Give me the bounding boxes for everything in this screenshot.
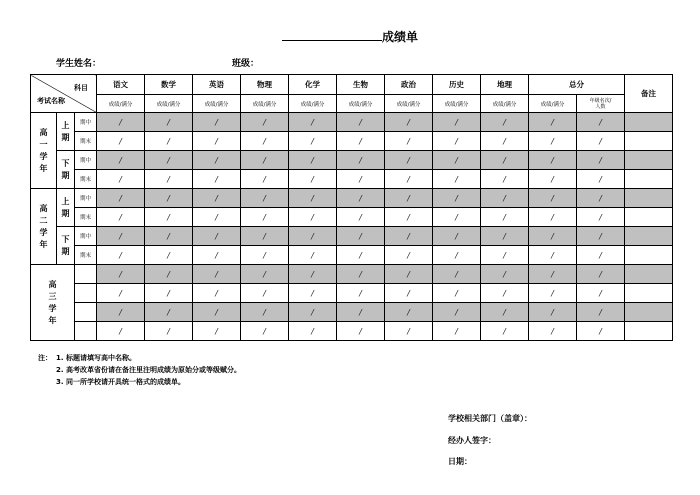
subject-header: 政治 (385, 75, 433, 95)
score-cell[interactable]: / (529, 113, 577, 132)
score-cell[interactable]: / (577, 227, 625, 246)
score-subheader: 成绩/满分 (97, 95, 145, 113)
score-cell[interactable]: / (193, 113, 241, 132)
score-cell[interactable]: / (433, 113, 481, 132)
subject-header: 生物 (337, 75, 385, 95)
score-cell[interactable]: / (385, 322, 433, 341)
diag-subject-label: 科目 (74, 84, 89, 92)
score-cell[interactable]: / (433, 246, 481, 265)
score-cell[interactable]: / (193, 284, 241, 303)
score-cell[interactable]: / (433, 151, 481, 170)
score-cell[interactable]: / (289, 303, 337, 322)
score-cell[interactable]: / (241, 208, 289, 227)
score-cell[interactable]: / (337, 227, 385, 246)
subject-header: 物理 (241, 75, 289, 95)
score-cell[interactable]: / (577, 151, 625, 170)
score-cell[interactable]: / (577, 322, 625, 341)
score-cell[interactable]: / (193, 151, 241, 170)
score-cell[interactable]: / (145, 132, 193, 151)
term-blank (75, 265, 97, 284)
semester-label: 上 期 (57, 189, 75, 227)
score-cell[interactable]: / (385, 132, 433, 151)
score-cell[interactable]: / (385, 208, 433, 227)
score-cell[interactable]: / (529, 284, 577, 303)
title-blank-line[interactable] (282, 29, 382, 41)
score-cell[interactable]: / (97, 189, 145, 208)
score-cell[interactable]: / (193, 132, 241, 151)
score-cell[interactable]: / (481, 246, 529, 265)
score-cell[interactable]: / (385, 151, 433, 170)
score-subheader: 成绩/满分 (337, 95, 385, 113)
diag-exam-label: 考试名称 (37, 97, 65, 105)
score-cell[interactable]: / (385, 284, 433, 303)
note-cell[interactable] (625, 227, 673, 246)
score-cell[interactable]: / (241, 246, 289, 265)
note-cell[interactable] (625, 132, 673, 151)
score-cell[interactable]: / (289, 189, 337, 208)
grade-row (31, 151, 673, 170)
score-cell[interactable]: / (481, 322, 529, 341)
document-title (282, 28, 462, 44)
score-cell[interactable]: / (577, 265, 625, 284)
score-cell[interactable]: / (145, 208, 193, 227)
score-cell[interactable]: / (433, 322, 481, 341)
note-cell[interactable] (625, 284, 673, 303)
score-cell[interactable]: / (145, 227, 193, 246)
score-cell[interactable]: / (241, 303, 289, 322)
score-cell[interactable]: / (289, 265, 337, 284)
score-cell[interactable]: / (289, 246, 337, 265)
note-header: 备注 (625, 75, 673, 113)
score-cell[interactable]: / (145, 322, 193, 341)
score-cell[interactable]: / (433, 132, 481, 151)
note-item: 1. 标题请填写高中名称。 (56, 354, 136, 362)
score-cell[interactable]: / (289, 227, 337, 246)
score-cell[interactable]: / (241, 322, 289, 341)
score-subheader: 成绩/满分 (289, 95, 337, 113)
score-cell[interactable]: / (97, 170, 145, 189)
handler-signature-label: 经办人签字： (448, 436, 496, 445)
grade-row (31, 227, 673, 246)
score-cell[interactable]: / (241, 151, 289, 170)
note-cell[interactable] (625, 303, 673, 322)
subject-header: 化学 (289, 75, 337, 95)
grade-row (31, 113, 673, 132)
score-cell[interactable]: / (433, 265, 481, 284)
subject-header: 地理 (481, 75, 529, 95)
year-label: 高 一 学 年 (31, 113, 57, 189)
year-label: 高 三 学 年 (31, 265, 75, 341)
total-header: 总分 (529, 75, 625, 95)
term-label: 期末 (75, 132, 97, 151)
rank-subheader (577, 95, 625, 113)
score-cell[interactable]: / (577, 132, 625, 151)
score-cell[interactable]: / (193, 303, 241, 322)
score-cell[interactable]: / (241, 132, 289, 151)
term-label: 期末 (75, 246, 97, 265)
score-cell[interactable]: / (337, 265, 385, 284)
score-cell[interactable]: / (241, 227, 289, 246)
score-cell[interactable]: / (97, 113, 145, 132)
score-cell[interactable]: / (97, 208, 145, 227)
score-cell[interactable]: / (145, 284, 193, 303)
score-cell[interactable]: / (577, 170, 625, 189)
score-cell[interactable]: / (97, 322, 145, 341)
score-cell[interactable]: / (241, 189, 289, 208)
score-subheader: 成绩/满分 (385, 95, 433, 113)
score-cell[interactable]: / (337, 246, 385, 265)
grade-row (31, 208, 673, 227)
score-cell[interactable]: / (481, 170, 529, 189)
score-cell[interactable]: / (385, 170, 433, 189)
score-cell[interactable]: / (145, 246, 193, 265)
score-cell[interactable]: / (97, 151, 145, 170)
title-text: 成绩单 (382, 30, 419, 44)
score-cell[interactable]: / (385, 189, 433, 208)
score-cell[interactable]: / (289, 322, 337, 341)
score-cell[interactable]: / (481, 189, 529, 208)
score-subheader: 成绩/满分 (241, 95, 289, 113)
dept-stamp-label: 学校相关部门（盖章）： (448, 414, 532, 423)
date-label: 日期： (448, 457, 472, 466)
score-cell[interactable]: / (193, 246, 241, 265)
subject-header: 数学 (145, 75, 193, 95)
note-cell[interactable] (625, 189, 673, 208)
score-cell[interactable]: / (289, 132, 337, 151)
score-cell[interactable]: / (193, 208, 241, 227)
score-cell[interactable]: / (385, 113, 433, 132)
score-cell[interactable]: / (337, 113, 385, 132)
grade-row (31, 265, 673, 284)
score-cell[interactable]: / (481, 265, 529, 284)
year-label: 高 二 学 年 (31, 189, 57, 265)
score-cell[interactable]: / (481, 113, 529, 132)
score-cell[interactable]: / (433, 227, 481, 246)
score-cell[interactable]: / (385, 227, 433, 246)
score-cell[interactable]: / (433, 189, 481, 208)
term-label: 期末 (75, 170, 97, 189)
subject-header: 历史 (433, 75, 481, 95)
note-cell[interactable] (625, 113, 673, 132)
grade-row (31, 170, 673, 189)
score-subheader: 成绩/满分 (145, 95, 193, 113)
score-cell[interactable]: / (241, 170, 289, 189)
score-cell[interactable]: / (241, 265, 289, 284)
score-cell[interactable]: / (577, 189, 625, 208)
score-cell[interactable]: / (337, 322, 385, 341)
note-line (38, 352, 241, 364)
score-cell[interactable]: / (529, 265, 577, 284)
student-name-label: 学生姓名： (56, 59, 102, 69)
score-cell[interactable]: / (481, 227, 529, 246)
score-cell[interactable]: / (97, 303, 145, 322)
score-cell[interactable]: / (433, 284, 481, 303)
score-cell[interactable]: / (193, 227, 241, 246)
score-subheader: 成绩/满分 (433, 95, 481, 113)
term-label: 期中 (75, 113, 97, 132)
term-label: 期中 (75, 189, 97, 208)
grade-row (31, 303, 673, 322)
score-cell[interactable]: / (193, 189, 241, 208)
term-blank (75, 284, 97, 303)
note-cell[interactable] (625, 246, 673, 265)
score-cell[interactable]: / (481, 132, 529, 151)
score-cell[interactable]: / (289, 113, 337, 132)
score-cell[interactable]: / (481, 303, 529, 322)
score-cell[interactable]: / (337, 189, 385, 208)
score-cell[interactable]: / (337, 284, 385, 303)
score-subheader: 成绩/满分 (481, 95, 529, 113)
grade-table (30, 74, 673, 341)
score-cell[interactable]: / (529, 246, 577, 265)
score-cell[interactable]: / (289, 208, 337, 227)
score-cell[interactable]: / (145, 151, 193, 170)
score-cell[interactable]: / (433, 303, 481, 322)
subject-header-row (31, 75, 673, 95)
score-cell[interactable]: / (577, 246, 625, 265)
score-cell[interactable]: / (481, 284, 529, 303)
term-label: 期末 (75, 208, 97, 227)
score-subheader: 成绩/满分 (529, 95, 577, 113)
score-cell[interactable]: / (145, 265, 193, 284)
score-cell[interactable]: / (97, 265, 145, 284)
term-label: 期中 (75, 227, 97, 246)
semester-label: 上 期 (57, 113, 75, 151)
term-blank (75, 322, 97, 341)
score-cell[interactable]: / (289, 284, 337, 303)
score-cell[interactable]: / (529, 227, 577, 246)
note-item: 3. 同一所学校请开具统一格式的成绩单。 (56, 378, 185, 386)
rank-subheader-line1: 年级名次/ (589, 97, 612, 104)
grade-row (31, 246, 673, 265)
score-cell[interactable]: / (433, 208, 481, 227)
subheader-row (31, 95, 673, 113)
semester-label: 下 期 (57, 227, 75, 265)
notes-block (38, 352, 241, 388)
note-line (38, 376, 241, 388)
score-cell[interactable]: / (145, 189, 193, 208)
grade-row (31, 284, 673, 303)
score-cell[interactable]: / (289, 151, 337, 170)
notes-prefix: 注： (38, 354, 52, 362)
score-cell[interactable]: / (337, 151, 385, 170)
score-cell[interactable]: / (337, 208, 385, 227)
score-cell[interactable]: / (241, 284, 289, 303)
score-subheader: 成绩/满分 (193, 95, 241, 113)
score-cell[interactable]: / (577, 113, 625, 132)
score-cell[interactable]: / (529, 208, 577, 227)
score-cell[interactable]: / (241, 113, 289, 132)
score-cell[interactable]: / (337, 132, 385, 151)
term-label: 期中 (75, 151, 97, 170)
grade-row (31, 189, 673, 208)
subject-header: 英语 (193, 75, 241, 95)
note-cell[interactable] (625, 265, 673, 284)
score-cell[interactable]: / (193, 265, 241, 284)
score-cell[interactable]: / (529, 303, 577, 322)
score-cell[interactable]: / (145, 303, 193, 322)
score-cell[interactable]: / (385, 303, 433, 322)
score-cell[interactable]: / (97, 284, 145, 303)
score-cell[interactable]: / (385, 265, 433, 284)
score-cell[interactable]: / (529, 189, 577, 208)
score-cell[interactable]: / (433, 170, 481, 189)
note-item: 2. 高考改革省份请在备注里注明成绩为原始分或等级赋分。 (56, 366, 241, 374)
semester-label: 下 期 (57, 151, 75, 189)
score-cell[interactable]: / (337, 170, 385, 189)
score-cell[interactable]: / (289, 170, 337, 189)
score-cell[interactable]: / (529, 170, 577, 189)
diagonal-header-cell (31, 75, 97, 113)
score-cell[interactable]: / (481, 151, 529, 170)
score-cell[interactable]: / (193, 170, 241, 189)
score-cell[interactable]: / (97, 246, 145, 265)
note-line (38, 364, 241, 376)
score-cell[interactable]: / (577, 303, 625, 322)
score-cell[interactable]: / (577, 208, 625, 227)
score-cell[interactable]: / (529, 151, 577, 170)
grade-row (31, 132, 673, 151)
score-cell[interactable]: / (145, 170, 193, 189)
rank-subheader-line2: 人数 (595, 103, 606, 110)
subject-header: 语文 (97, 75, 145, 95)
score-cell[interactable]: / (481, 208, 529, 227)
score-cell[interactable]: / (97, 132, 145, 151)
score-cell[interactable]: / (529, 132, 577, 151)
score-cell[interactable]: / (337, 303, 385, 322)
score-cell[interactable]: / (193, 322, 241, 341)
score-cell[interactable]: / (145, 113, 193, 132)
note-cell[interactable] (625, 151, 673, 170)
score-cell[interactable]: / (385, 246, 433, 265)
term-blank (75, 303, 97, 322)
grade-row (31, 322, 673, 341)
note-cell[interactable] (625, 208, 673, 227)
note-cell[interactable] (625, 322, 673, 341)
class-label: 班级： (232, 59, 260, 69)
score-cell[interactable]: / (97, 227, 145, 246)
note-cell[interactable] (625, 170, 673, 189)
score-cell[interactable]: / (529, 322, 577, 341)
score-cell[interactable]: / (577, 284, 625, 303)
